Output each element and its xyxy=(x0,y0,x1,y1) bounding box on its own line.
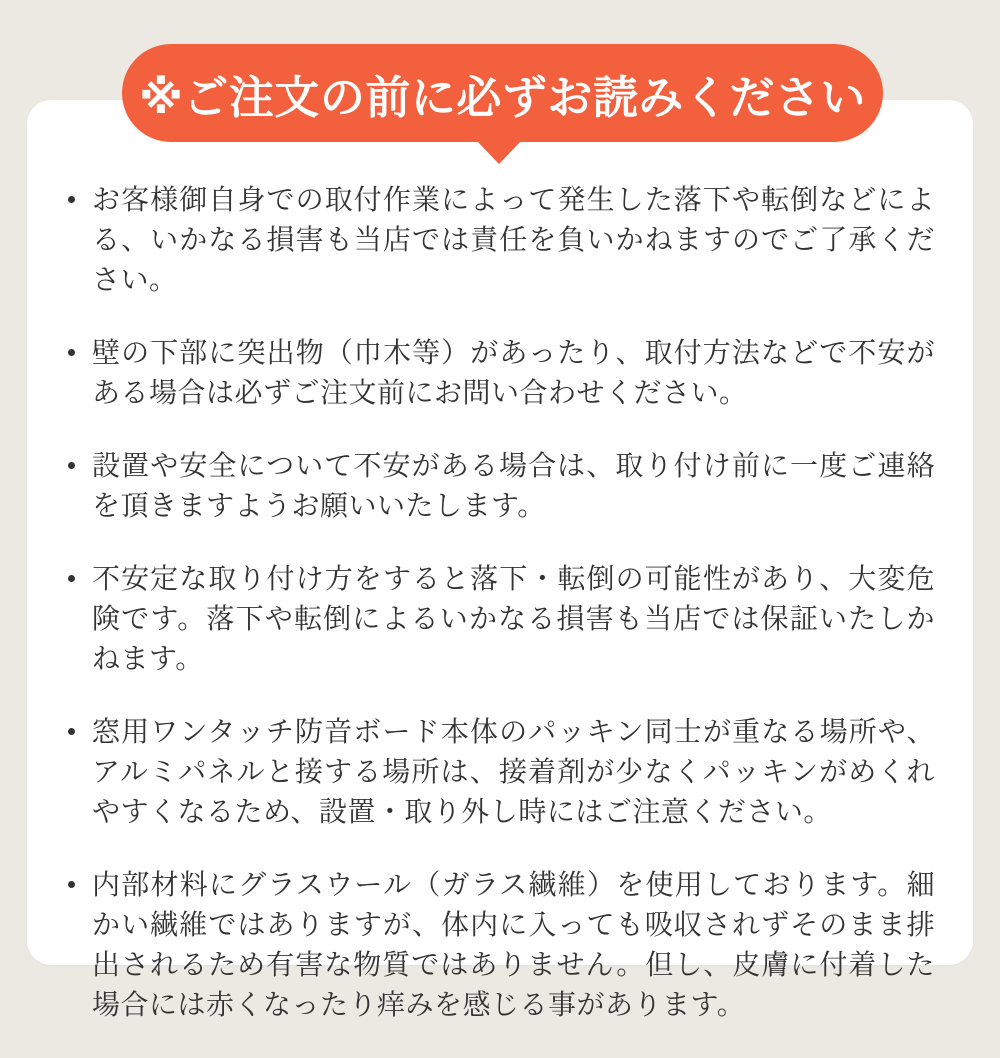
notice-title-badge xyxy=(122,44,883,142)
notice-card xyxy=(27,100,973,1020)
notice-item: 内部材料にグラスウール（ガラス繊維）を使用しております。細かい繊維ではありますが、体内に入っても吸収されずそのまま排出されるため有害な物質ではありません。但し、皮膚に付着した場合には赤くなったり痒みを感じる事があります。 xyxy=(65,865,935,1025)
speech-bubble-tail-icon xyxy=(476,140,522,164)
notice-item: 不安定な取り付け方をすると落下・転倒の可能性があり、大変危険です。落下や転倒によるいかなる損害も当店では保証いたしかねます。 xyxy=(65,559,935,679)
notice-content xyxy=(65,180,935,1058)
notice-title: ※ご注文の前に必ずお読みください xyxy=(139,71,866,123)
notice-item: 設置や安全について不安がある場合は、取り付け前に一度ご連絡を頂きますようお願いいたします。 xyxy=(65,446,935,526)
notice-item: お客様御自身での取付作業によって発生した落下や転倒などによる、いかなる損害も当店では責任を負いかねますのでご了承ください。 xyxy=(65,180,935,300)
notice-item: 窓用ワンタッチ防音ボード本体のパッキン同士が重なる場所や、アルミパネルと接する場所は、接着剤が少なくパッキンがめくれやすくなるため、設置・取り外し時にはご注意ください。 xyxy=(65,712,935,832)
notice-list xyxy=(65,180,935,1025)
notice-item: 壁の下部に突出物（巾木等）があったり、取付方法などで不安がある場合は必ずご注文前にお問い合わせください。 xyxy=(65,333,935,413)
